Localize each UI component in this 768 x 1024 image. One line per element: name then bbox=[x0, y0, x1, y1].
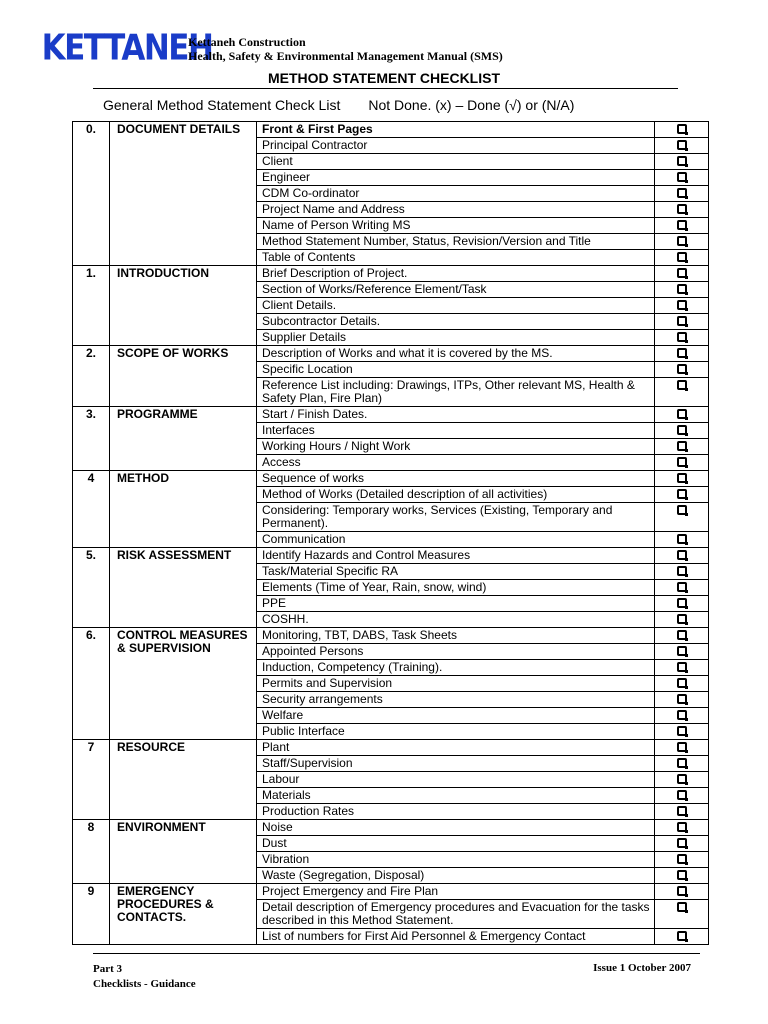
checkbox-icon[interactable] bbox=[677, 505, 687, 515]
section-name: METHOD bbox=[110, 471, 257, 548]
checklist-row bbox=[73, 266, 709, 282]
checkbox-cell bbox=[655, 724, 709, 740]
checkbox-cell bbox=[655, 346, 709, 362]
checklist-item: Section of Works/Reference Element/Task bbox=[257, 282, 655, 298]
checkbox-icon[interactable] bbox=[677, 473, 687, 483]
logo-text: KETTANEH bbox=[41, 26, 213, 69]
section-name: INTRODUCTION bbox=[110, 266, 257, 346]
checkbox-cell bbox=[655, 532, 709, 548]
checkbox-cell bbox=[655, 378, 709, 407]
checkbox-cell bbox=[655, 548, 709, 564]
section-name: EMERGENCY PROCEDURES & CONTACTS. bbox=[110, 884, 257, 945]
checklist-item: Access bbox=[257, 455, 655, 471]
section-number: 5. bbox=[73, 548, 110, 628]
checkbox-cell bbox=[655, 407, 709, 423]
checkbox-cell bbox=[655, 298, 709, 314]
footer-left bbox=[93, 962, 196, 992]
checklist-item: Task/Material Specific RA bbox=[257, 564, 655, 580]
section-number: 6. bbox=[73, 628, 110, 740]
company-header bbox=[188, 35, 503, 63]
checkbox-cell bbox=[655, 836, 709, 852]
section-number: 7 bbox=[73, 740, 110, 820]
checkbox-cell bbox=[655, 455, 709, 471]
checkbox-cell bbox=[655, 804, 709, 820]
checkbox-icon[interactable] bbox=[677, 534, 687, 544]
checkbox-icon[interactable] bbox=[677, 457, 687, 467]
checkbox-cell bbox=[655, 692, 709, 708]
checkbox-icon[interactable] bbox=[677, 140, 687, 150]
checkbox-icon[interactable] bbox=[677, 332, 687, 342]
checklist-item: Vibration bbox=[257, 852, 655, 868]
checklist-item: PPE bbox=[257, 596, 655, 612]
status-legend: Not Done. (x) – Done (√) or (N/A) bbox=[368, 97, 575, 113]
checklist-item: Supplier Details bbox=[257, 330, 655, 346]
header-divider bbox=[93, 88, 678, 89]
checkbox-icon[interactable] bbox=[677, 758, 687, 768]
checkbox-icon[interactable] bbox=[677, 726, 687, 736]
checklist-item: COSHH. bbox=[257, 612, 655, 628]
checklist-row bbox=[73, 628, 709, 644]
checkbox-icon[interactable] bbox=[677, 886, 687, 896]
checkbox-icon[interactable] bbox=[677, 236, 687, 246]
checkbox-icon[interactable] bbox=[677, 172, 687, 182]
section-number: 8 bbox=[73, 820, 110, 884]
checkbox-cell bbox=[655, 186, 709, 202]
checkbox-icon[interactable] bbox=[677, 630, 687, 640]
checkbox-icon[interactable] bbox=[677, 300, 687, 310]
checklist-item: Considering: Temporary works, Services (Existing, Temporary and Permanent). bbox=[257, 503, 655, 532]
checkbox-cell bbox=[655, 471, 709, 487]
checkbox-icon[interactable] bbox=[677, 822, 687, 832]
checkbox-cell bbox=[655, 900, 709, 929]
checkbox-cell bbox=[655, 122, 709, 138]
checklist-row bbox=[73, 820, 709, 836]
checklist-item: Welfare bbox=[257, 708, 655, 724]
checkbox-cell bbox=[655, 487, 709, 503]
checkbox-cell bbox=[655, 170, 709, 186]
checklist-item: Method of Works (Detailed description of all activities) bbox=[257, 487, 655, 503]
section-number: 2. bbox=[73, 346, 110, 407]
section-name: CONTROL MEASURES & SUPERVISION bbox=[110, 628, 257, 740]
checkbox-icon[interactable] bbox=[677, 614, 687, 624]
checkbox-icon[interactable] bbox=[677, 316, 687, 326]
section-name: RESOURCE bbox=[110, 740, 257, 820]
section-number: 9 bbox=[73, 884, 110, 945]
checklist-item: Brief Description of Project. bbox=[257, 266, 655, 282]
checklist-table bbox=[72, 121, 709, 945]
checkbox-cell bbox=[655, 772, 709, 788]
subtitle-label: General Method Statement Check List bbox=[103, 97, 341, 113]
checkbox-cell bbox=[655, 314, 709, 330]
checklist-row bbox=[73, 548, 709, 564]
checklist-subtitle bbox=[103, 97, 574, 113]
checkbox-cell bbox=[655, 282, 709, 298]
checklist-item: Interfaces bbox=[257, 423, 655, 439]
checklist-item: Working Hours / Night Work bbox=[257, 439, 655, 455]
checkbox-icon[interactable] bbox=[677, 774, 687, 784]
checkbox-icon[interactable] bbox=[677, 678, 687, 688]
checkbox-icon[interactable] bbox=[677, 380, 687, 390]
checklist-item: Sequence of works bbox=[257, 471, 655, 487]
page-title: METHOD STATEMENT CHECKLIST bbox=[267, 70, 501, 86]
checklist-item: Table of Contents bbox=[257, 250, 655, 266]
checkbox-icon[interactable] bbox=[677, 566, 687, 576]
checklist-item: Public Interface bbox=[257, 724, 655, 740]
checklist-item: Communication bbox=[257, 532, 655, 548]
checkbox-cell bbox=[655, 868, 709, 884]
checkbox-cell bbox=[655, 676, 709, 692]
checkbox-cell bbox=[655, 154, 709, 170]
checkbox-icon[interactable] bbox=[677, 156, 687, 166]
checkbox-icon[interactable] bbox=[677, 425, 687, 435]
checklist-row bbox=[73, 884, 709, 900]
checkbox-icon[interactable] bbox=[677, 790, 687, 800]
footer-part: Part 3 bbox=[93, 963, 123, 975]
checklist-item: Plant bbox=[257, 740, 655, 756]
checkbox-cell bbox=[655, 218, 709, 234]
checkbox-icon[interactable] bbox=[677, 598, 687, 608]
checklist-item: Name of Person Writing MS bbox=[257, 218, 655, 234]
checklist-item: Permits and Supervision bbox=[257, 676, 655, 692]
checkbox-icon[interactable] bbox=[677, 870, 687, 880]
company-logo bbox=[41, 26, 213, 69]
checklist-item: Noise bbox=[257, 820, 655, 836]
checkbox-cell bbox=[655, 820, 709, 836]
footer-divider bbox=[93, 953, 700, 954]
checkbox-cell bbox=[655, 756, 709, 772]
checklist-row bbox=[73, 740, 709, 756]
checkbox-cell bbox=[655, 234, 709, 250]
checkbox-icon[interactable] bbox=[677, 489, 687, 499]
checklist-item: Staff/Supervision bbox=[257, 756, 655, 772]
checkbox-icon[interactable] bbox=[677, 694, 687, 704]
checkbox-icon[interactable] bbox=[677, 550, 687, 560]
section-name: RISK ASSESSMENT bbox=[110, 548, 257, 628]
checklist-item: Materials bbox=[257, 788, 655, 804]
checkbox-cell bbox=[655, 580, 709, 596]
checklist-row bbox=[73, 407, 709, 423]
checkbox-icon[interactable] bbox=[677, 284, 687, 294]
checkbox-icon[interactable] bbox=[677, 188, 687, 198]
checkbox-icon[interactable] bbox=[677, 124, 687, 134]
checklist-body bbox=[73, 122, 709, 945]
checkbox-cell bbox=[655, 330, 709, 346]
checkbox-icon[interactable] bbox=[677, 931, 687, 941]
section-name: DOCUMENT DETAILS bbox=[110, 122, 257, 266]
checklist-item: Waste (Segregation, Disposal) bbox=[257, 868, 655, 884]
checklist-item: Specific Location bbox=[257, 362, 655, 378]
checklist-item: Engineer bbox=[257, 170, 655, 186]
checkbox-cell bbox=[655, 596, 709, 612]
checkbox-icon[interactable] bbox=[677, 204, 687, 214]
checkbox-cell bbox=[655, 362, 709, 378]
checklist-item: Description of Works and what it is covered by the MS. bbox=[257, 346, 655, 362]
checkbox-cell bbox=[655, 612, 709, 628]
checkbox-icon[interactable] bbox=[677, 220, 687, 230]
checklist-item: Front & First Pages bbox=[257, 122, 655, 138]
checklist-row bbox=[73, 471, 709, 487]
checkbox-icon[interactable] bbox=[677, 348, 687, 358]
section-name: SCOPE OF WORKS bbox=[110, 346, 257, 407]
checklist-item: Principal Contractor bbox=[257, 138, 655, 154]
checkbox-icon[interactable] bbox=[677, 252, 687, 262]
checklist-item: Detail description of Emergency procedures and Evacuation for the tasks described in this Method Statement. bbox=[257, 900, 655, 929]
section-number: 3. bbox=[73, 407, 110, 471]
checklist-item: Start / Finish Dates. bbox=[257, 407, 655, 423]
manual-title: Health, Safety & Environmental Management Manual (SMS) bbox=[188, 49, 503, 63]
checkbox-cell bbox=[655, 644, 709, 660]
checkbox-cell bbox=[655, 852, 709, 868]
footer-issue: Issue 1 October 2007 bbox=[593, 962, 691, 974]
checkbox-cell bbox=[655, 628, 709, 644]
checklist-item: Elements (Time of Year, Rain, snow, wind) bbox=[257, 580, 655, 596]
checkbox-cell bbox=[655, 503, 709, 532]
checklist-item: Production Rates bbox=[257, 804, 655, 820]
checklist-item: Security arrangements bbox=[257, 692, 655, 708]
checklist-item: Dust bbox=[257, 836, 655, 852]
checkbox-cell bbox=[655, 564, 709, 580]
footer-section: Checklists - Guidance bbox=[93, 978, 196, 990]
checklist-item: Reference List including: Drawings, ITPs, Other relevant MS, Health & Safety Plan, Fire Plan) bbox=[257, 378, 655, 407]
checkbox-icon[interactable] bbox=[677, 364, 687, 374]
checklist-item: Labour bbox=[257, 772, 655, 788]
checkbox-icon[interactable] bbox=[677, 854, 687, 864]
checklist-item: List of numbers for First Aid Personnel & Emergency Contact bbox=[257, 929, 655, 945]
checkbox-icon[interactable] bbox=[677, 806, 687, 816]
checkbox-cell bbox=[655, 202, 709, 218]
checklist-item: Project Emergency and Fire Plan bbox=[257, 884, 655, 900]
checkbox-icon[interactable] bbox=[677, 710, 687, 720]
section-number: 4 bbox=[73, 471, 110, 548]
checkbox-cell bbox=[655, 250, 709, 266]
checklist-item: CDM Co-ordinator bbox=[257, 186, 655, 202]
checkbox-cell bbox=[655, 266, 709, 282]
checkbox-icon[interactable] bbox=[677, 838, 687, 848]
checkbox-icon[interactable] bbox=[677, 582, 687, 592]
checkbox-cell bbox=[655, 740, 709, 756]
checkbox-icon[interactable] bbox=[677, 268, 687, 278]
checklist-item: Induction, Competency (Training). bbox=[257, 660, 655, 676]
checklist-row bbox=[73, 346, 709, 362]
checkbox-cell bbox=[655, 660, 709, 676]
checklist-item: Project Name and Address bbox=[257, 202, 655, 218]
checklist-item: Appointed Persons bbox=[257, 644, 655, 660]
checklist-item: Identify Hazards and Control Measures bbox=[257, 548, 655, 564]
checklist-item: Monitoring, TBT, DABS, Task Sheets bbox=[257, 628, 655, 644]
checkbox-cell bbox=[655, 423, 709, 439]
checklist-item: Subcontractor Details. bbox=[257, 314, 655, 330]
section-name: PROGRAMME bbox=[110, 407, 257, 471]
checkbox-icon[interactable] bbox=[677, 662, 687, 672]
checkbox-cell bbox=[655, 138, 709, 154]
section-name: ENVIRONMENT bbox=[110, 820, 257, 884]
checklist-row bbox=[73, 122, 709, 138]
checkbox-cell bbox=[655, 884, 709, 900]
checkbox-icon[interactable] bbox=[677, 902, 687, 912]
checkbox-cell bbox=[655, 929, 709, 945]
checkbox-icon[interactable] bbox=[677, 742, 687, 752]
company-name: Kettaneh Construction bbox=[188, 35, 306, 49]
checkbox-icon[interactable] bbox=[677, 646, 687, 656]
checklist-item: Client Details. bbox=[257, 298, 655, 314]
checklist-item: Method Statement Number, Status, Revision/Version and Title bbox=[257, 234, 655, 250]
checkbox-icon[interactable] bbox=[677, 409, 687, 419]
checkbox-cell bbox=[655, 708, 709, 724]
checkbox-cell bbox=[655, 439, 709, 455]
section-number: 1. bbox=[73, 266, 110, 346]
checklist-item: Client bbox=[257, 154, 655, 170]
checkbox-icon[interactable] bbox=[677, 441, 687, 451]
section-number: 0. bbox=[73, 122, 110, 266]
checkbox-cell bbox=[655, 788, 709, 804]
